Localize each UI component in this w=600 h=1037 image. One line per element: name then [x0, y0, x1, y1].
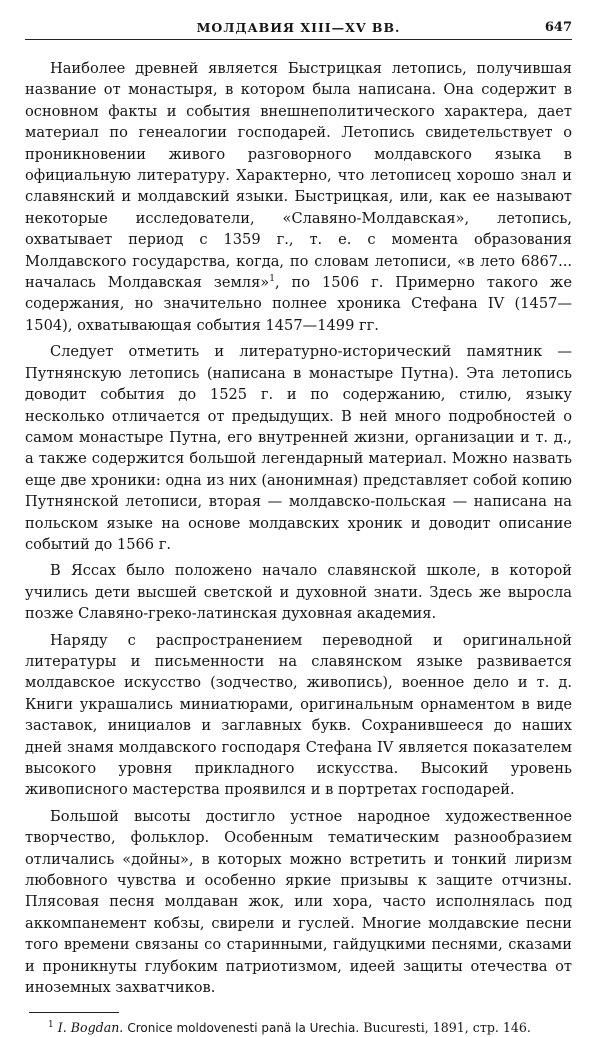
page-number: 647 — [544, 20, 572, 35]
body-text — [25, 58, 572, 998]
paragraph-text: Наиболее древней является Быстрицкая летопись, получившая название от монастыря, в котором была написана. Она содержит в основном факты и события внешнеполитического характера, дает материал по генеалогии господарей. Летопись свидетельствует о проникновении живого разговорного молдавского языка в официальную литературу. Характерно, что летописец хорошо знал и славянский и молдавский языки. Быстрицкая, или, как ее называют некоторые исследователи, «Славяно-Молдавская», летопись, охватывает период с 1359 г., т. е. с момента образования Молдавского государства, когда, по словам летописи, «в лето 6867... началась Молдавская земля» — [25, 60, 572, 292]
paragraph-arts: Наряду с распространением переводной и оригинальной литературы и письменности на славянском языке развивается молдавское искусство (зодчество, живопись), военное дело и т. д. Книги украшались миниатюрами, оригинальным орнаментом в виде заставок, инициалов и заглавных букв. Сохранившееся до наших дней знамя молдавского господаря Стефана IV является показателем высокого уровня прикладного искусства. Высокий уровень живописного мастерства проявился и в портретах господарей. — [25, 631, 572, 799]
paragraph-folklore: Большой высоты достигло устное народное художественное творчество, фольклор. Особенным тематическим разнообразием отличались «дойны», в которых можно встретить и тонкий лиризм любовного чувства и особенно яркие призывы к защите отчизны. Плясовая песня молдаван жок, или хора, часто исполнялась под аккомпанемент кобзы, свирели и гуслей. Многие молдавские песни того времени связаны со старинными, гайдуцкими песнями, сказами и проникнуты глубоким патриотизмом, идеей защиты отечества от иноземных захватчиков. — [25, 807, 572, 997]
footnote — [25, 1019, 572, 1037]
footnote-details: Bucuresti, 1891, стр. 146. — [363, 1020, 531, 1036]
footnote-mark: 1 — [48, 1020, 54, 1031]
paragraph-bystritsa-chronicle — [25, 58, 572, 336]
footnote-source-title: Cronice moldovenesti panä la Urechia. — [127, 1021, 360, 1036]
footnote-author: I. Bogdan. — [57, 1020, 124, 1036]
running-head — [25, 0, 572, 40]
paragraph-putna-chronicle: Следует отметить и литературно-исторический памятник — Путнянскую летопись (написана в монастыре Путна). Эта летопись доводит события до 1525 г. и по содержанию, стилю, языку несколько отличается от предыдущих. В ней много подробностей о самом монастыре Путна, его внутренней жизни, организации и т. д., а также содержится большой легендарный материал. Можно назвать еще две хроники: одна из них (анонимная) представляет собой копию Путнянской летописи, вторая — молдавско-польская — написана на польском языке на основе молдавских хроник и доводит описание событий до 1566 г. — [25, 343, 572, 553]
paragraph-iasi-school: В Яссах было положено начало славянской школе, в которой учились дети высшей светской и духовной знати. Здесь же выросла позже Славяно-греко-латинская духовная академия. — [25, 562, 572, 623]
chapter-title: МОЛДАВИЯ XIII—XV ВВ. — [196, 20, 401, 35]
footnote-reference[interactable]: 1 — [269, 274, 275, 285]
footnote-divider — [29, 1012, 119, 1013]
paragraph-text-continued: , по 1506 г. Примерно такого же содержания, но значительно полнее хроника Стефана IV (1457—1504), охватывающая события 1457—1499 гг. — [25, 274, 572, 334]
